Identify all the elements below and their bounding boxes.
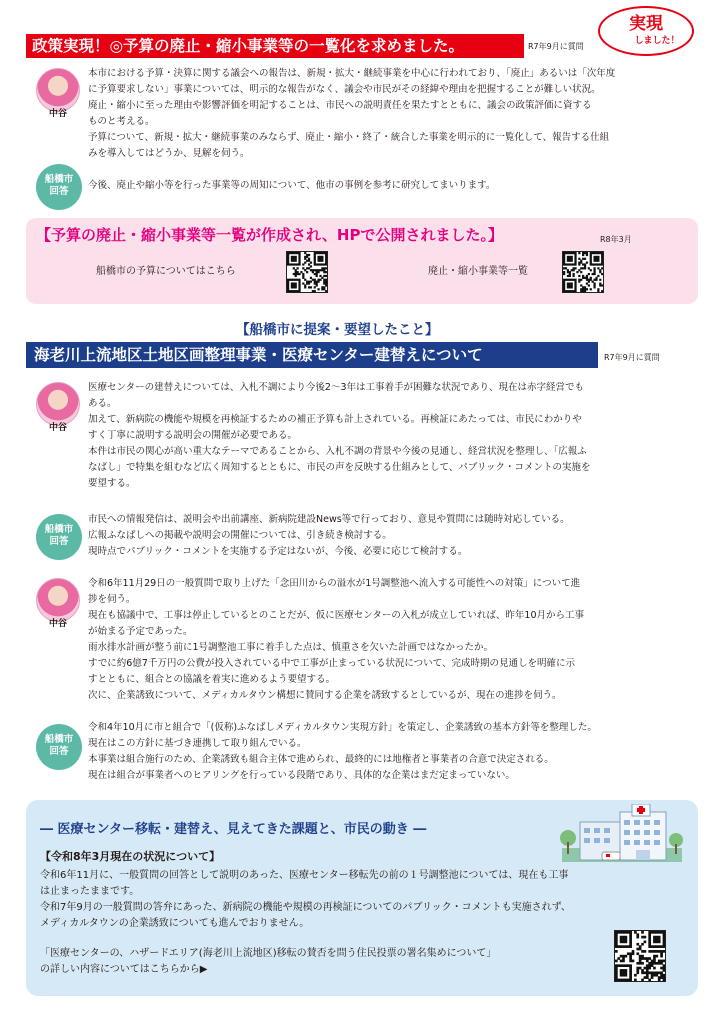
text-line: 現在も協議中で、工事は停止しているとのことだが、仮に医療センターの入札が成立していれば、昨年10月から工事 [88, 610, 585, 621]
text-line: 広報ふなばしへの掲載や説明会の開催については、引き続き検討する。 [88, 530, 392, 541]
text-line: 廃止・縮小に至った理由や影響評価を明記することは、市民への説明責任を果たすとともに、議会の政策評価に資する [88, 100, 592, 111]
text-line: すく丁寧に説明する説明会の開催が必要である。 [88, 430, 298, 441]
section2-question1 [88, 380, 591, 492]
section2-answer2 [88, 720, 597, 784]
text-line: 予算について、新規・拡大・継続事業のみならず、廃止・縮小・終了・統合した事業を明示的に一覧化して、報告する仕組 [88, 132, 610, 143]
answer-badge-line: 船橋市 [44, 174, 74, 185]
avatar-name: 中谷 [48, 423, 67, 433]
text-line: は止まったままです。 [40, 886, 140, 897]
section2-answer1 [88, 512, 570, 560]
answer-badge [36, 514, 82, 560]
section1-title: 政策実現！◎予算の廃止・縮小事業等の一覧化を求めました。 [26, 34, 524, 58]
text-line: 「医療センターの、ハザードエリア(海老川上流地区)移転の賛否を問う住民投票の署名集めについて」 [40, 948, 497, 959]
answer-badge-line: 船橋市 [44, 734, 74, 745]
result-heading: 【予算の廃止・縮小事業等一覧が作成され、HPで公開されました。】 [36, 226, 503, 244]
status-body [40, 868, 571, 932]
text-line: 現在は組合が事業者へのヒアリングを行っている段階であり、具体的な企業はまだ定まっていない。 [88, 770, 515, 781]
text-line: みを導入してはどうか、見解を伺う。 [88, 148, 250, 159]
text-line: 捗を伺う。 [88, 594, 136, 605]
avatar-name: 中谷 [48, 619, 67, 629]
text-line: 令和7年9月の一般質問の答弁にあった、新病院の機能や規模の再検証についてのパブリック・コメントも実施されず、 [40, 902, 571, 913]
petition-link-text[interactable] [40, 946, 496, 978]
answer-badge-line: 船橋市 [44, 524, 74, 535]
result-date: R8年3月 [600, 235, 632, 244]
text-line: の詳しい内容についてはこちらから▶ [40, 964, 208, 975]
hospital-illustration [558, 804, 686, 864]
text-line: 次に、企業誘致について、メディカルタウン構想に賛同する企業を誘致するとしているが、現在の進捗を伺う。 [88, 690, 562, 701]
text-line: 医療センターの建替えについては、入札不調により今後2〜3年は工事着手が困難な状況であり、現在は赤字経営でも [88, 382, 585, 393]
text-line: 今後、廃止や縮小等を行った事業等の周知について、他市の事例を参考に研究してまいります。 [88, 180, 496, 191]
text-line: なばし」で特集を組むなど広く周知するとともに、市民の声を反映する仕組みとして、パブリック・コメントの実施を [88, 462, 591, 473]
section2-subheading: 【船橋市に提案・要望したこと】 [236, 322, 439, 338]
text-line: 本市における予算・決算に関する議会への報告は、新規・拡大・継続事業を中心に行われており、「廃止」あるいは「次年度 [88, 68, 616, 79]
avatar-name: 中谷 [48, 109, 67, 119]
realized-badge [598, 6, 694, 56]
text-line: 本件は市民の関心が高い重大なテーマであることから、入札不調の背景や今後の見通し、経営状況を整理し、「広報ふ [88, 446, 587, 457]
abolished-list-label: 廃止・縮小事業等一覧 [428, 266, 528, 277]
text-line: 令和6年11月に、一般質問の回答として説明のあった、医療センター移転先の前の１号調整池については、現在も工事 [40, 870, 569, 881]
text-line: 要望する。 [88, 478, 136, 489]
text-line: ある。 [88, 398, 117, 409]
answer-badge-line: 回答 [49, 536, 69, 547]
section1-date: R7年9月に質問 [528, 42, 584, 51]
section1-answer [88, 178, 495, 194]
status-subtitle: 【令和8年3月現在の状況について】 [40, 850, 221, 863]
realized-badge-sub: しました！ [634, 36, 680, 46]
section2-question2 [88, 576, 584, 704]
answer-badge [36, 164, 82, 210]
text-line: 令和6年11月29日の一般質問で取り上げた「念田川からの溢水が1号調整池へ流入する可能性への対策」について進 [88, 578, 581, 589]
abolished-list-qr-code[interactable] [562, 251, 604, 293]
text-line: すとともに、組合との協議を着実に進めるよう要望する。 [88, 674, 336, 685]
text-line: 令和4年10月に市と組合で「(仮称)ふなばしメディカルタウン実現方針」を策定し、企業誘致の基本方針等を整理した。 [88, 722, 597, 733]
budget-link-label: 船橋市の予算についてはこちら [96, 266, 236, 277]
text-line: 市民への情報発信は、説明会や出前講座、新病院建設News等で行っており、意見や質問には随時対応している。 [88, 514, 570, 525]
answer-badge [36, 724, 82, 770]
text-line: メディカルタウンの企業誘致についても進んでおりません。 [40, 918, 310, 929]
text-line: 現在はこの方針に基づき連携して取り組んでいる。 [88, 738, 307, 749]
section1-question [88, 66, 615, 162]
text-line: に予算要求しない」事業については、明示的な報告がなく、議会や市民がその経緯や理由を把握することが難しい状況。 [88, 84, 601, 95]
text-line: すでに約6億7千万円の公費が投入されている中で工事が止まっている状況について、完成時期の見通しを明確に示 [88, 658, 575, 669]
petition-qr-code[interactable] [614, 930, 666, 982]
text-line: 本事業は組合施行のため、企業誘致も組合主体で進められ、最終的には地権者と事業者の合意で決定される。 [88, 754, 554, 765]
text-line: ものと考える。 [88, 116, 155, 127]
section2-title: 海老川上流地区土地区画整理事業・医療センター建替えについて [26, 342, 598, 368]
answer-badge-line: 回答 [49, 746, 69, 757]
text-line: 雨水排水計画が整う前に1号調整池工事に着手した点は、慎重さを欠いた計画ではなかったか。 [88, 642, 494, 653]
status-title: ― 医療センター移転・建替え、見えてきた課題と、市民の動き ― [40, 822, 427, 837]
realized-badge-main: 実現 [629, 14, 663, 34]
section2-date: R7年9月に質問 [604, 353, 660, 362]
text-line: 加えて、新病院の機能や規模を再検証するための補正予算も計上されている。再検証にあたっては、市民にわかりや [88, 414, 582, 425]
budget-qr-code[interactable] [286, 251, 328, 293]
text-line: 現時点でパブリック・コメントを実施する予定はないが、今後、必要に応じて検討する。 [88, 546, 468, 557]
answer-badge-line: 回答 [49, 186, 69, 197]
text-line: が始まる予定であった。 [88, 626, 193, 637]
